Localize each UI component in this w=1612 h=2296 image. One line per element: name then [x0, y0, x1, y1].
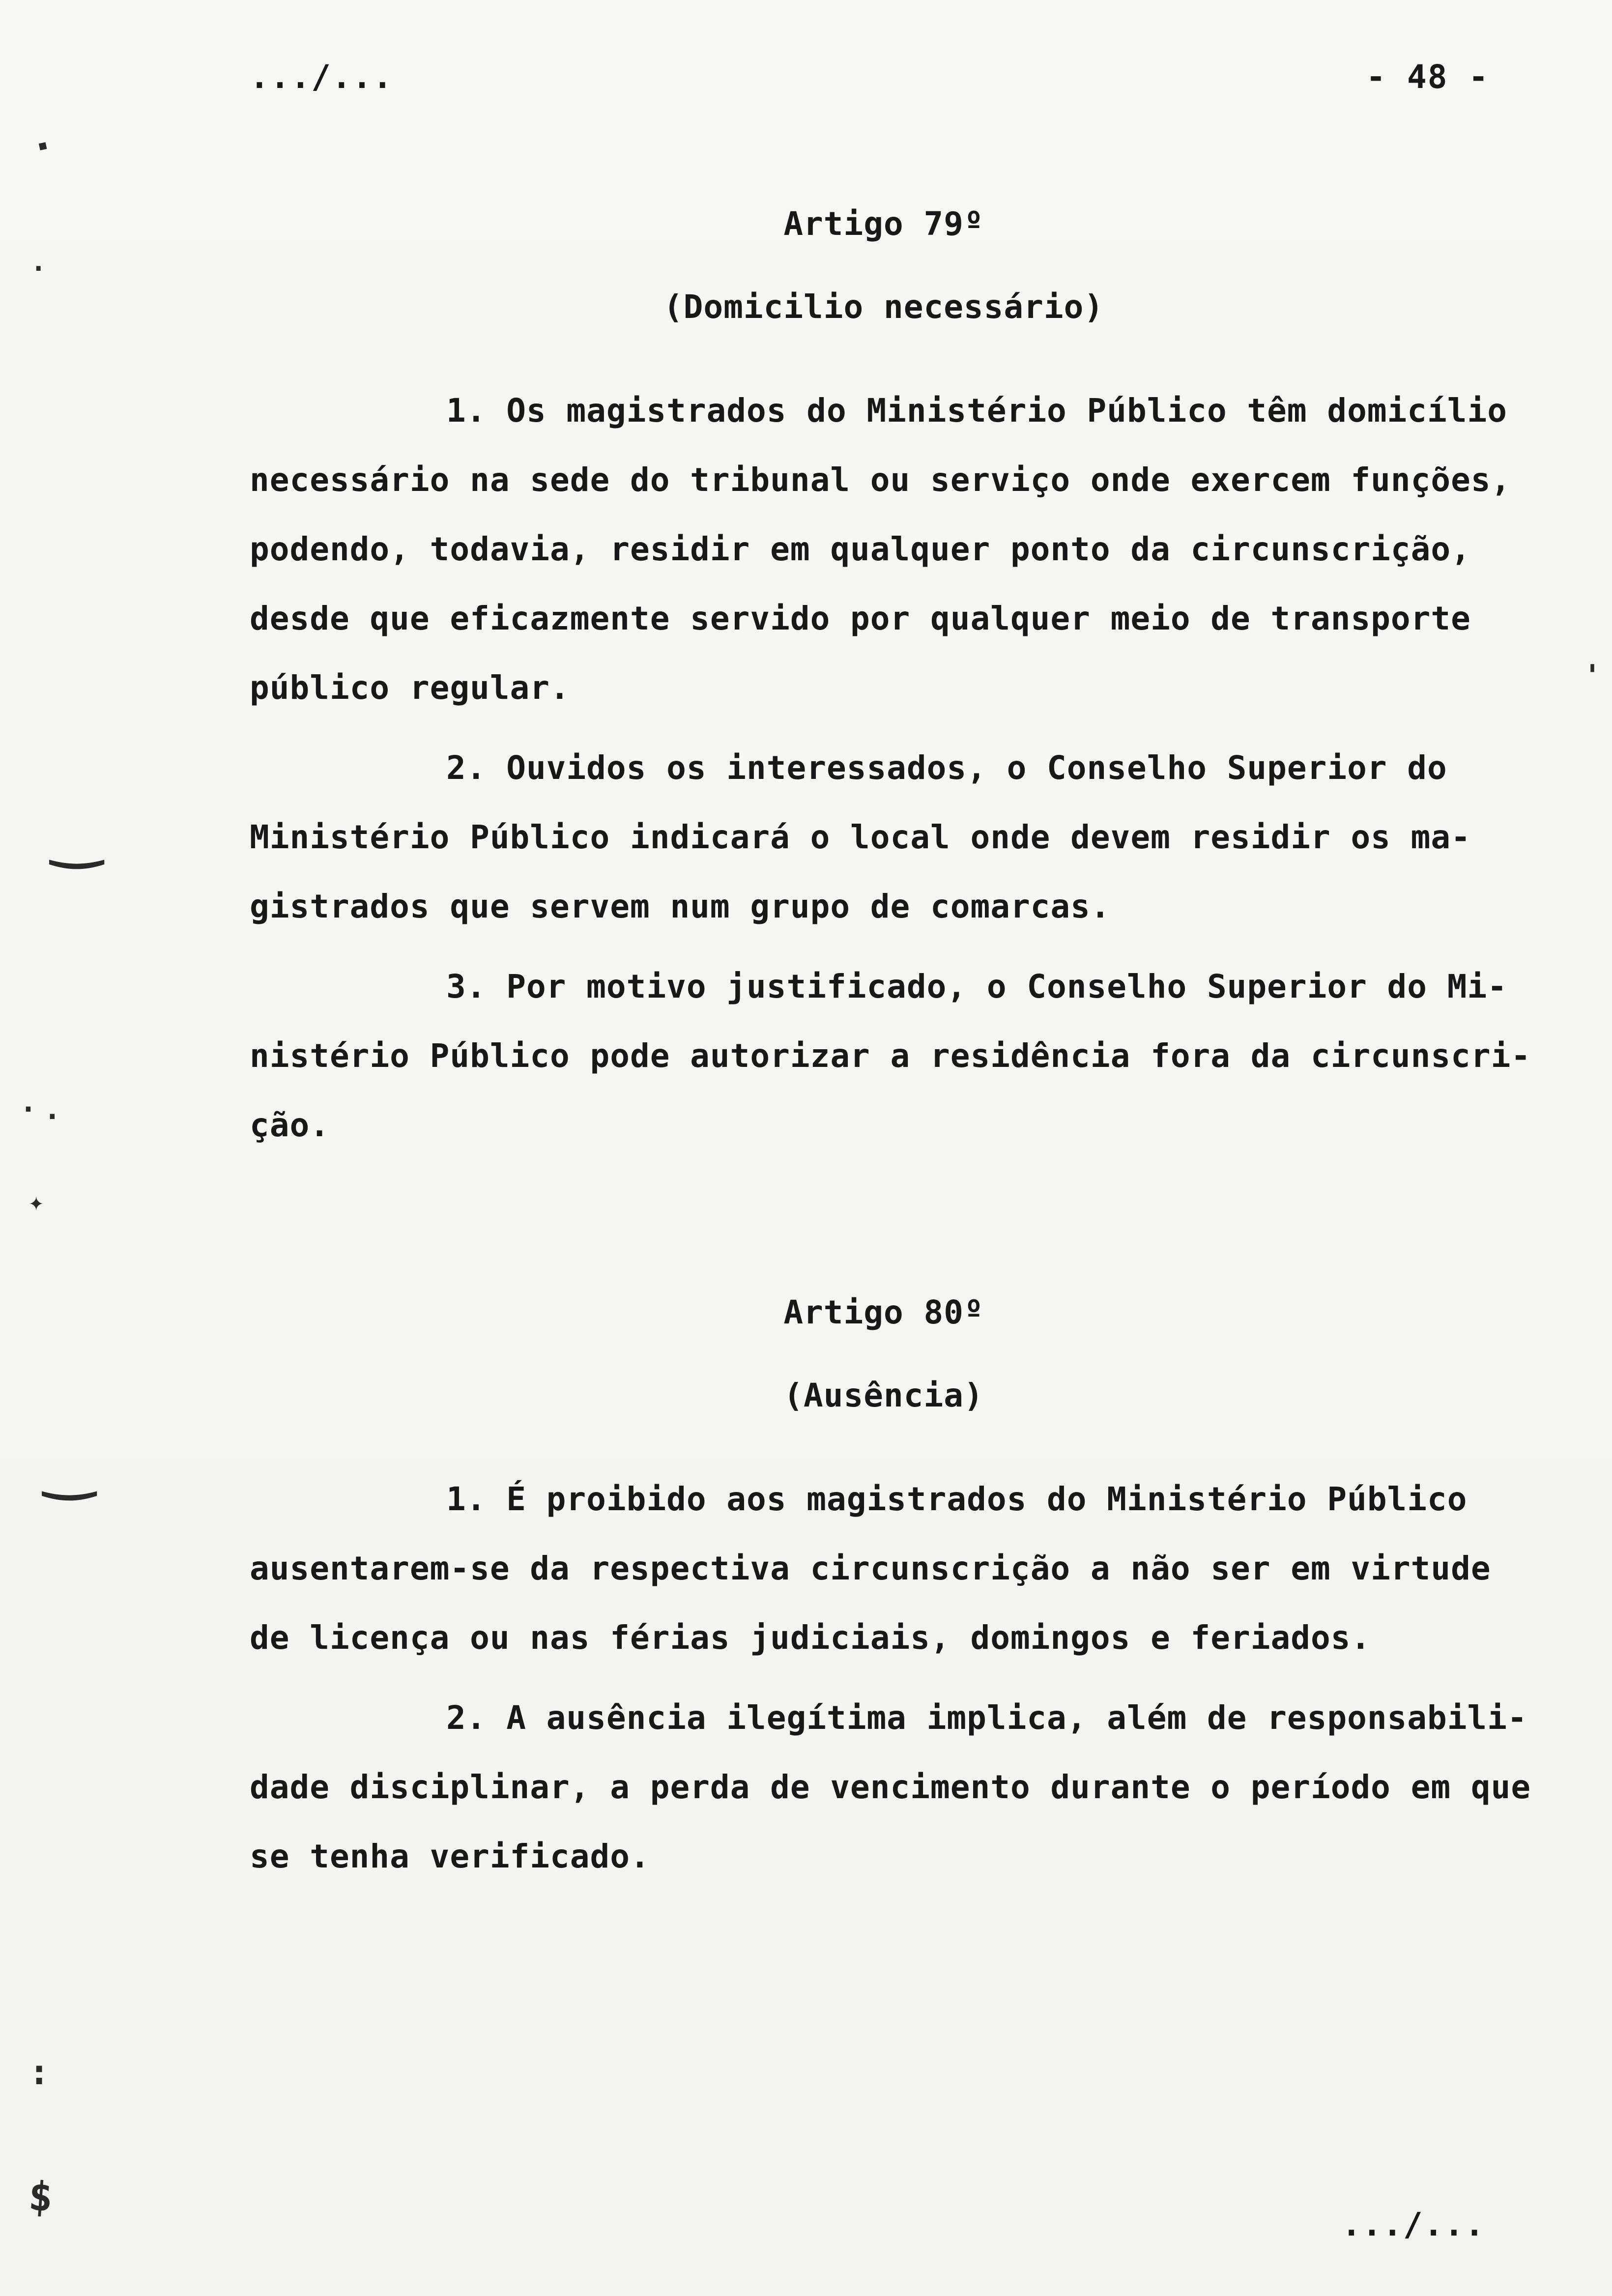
article-80-paragraph-2 [250, 1683, 1531, 1891]
scan-artifact: ✦ [29, 1187, 44, 1217]
scan-artifact: ·. [20, 1092, 68, 1126]
text-line: 3. Por motivo justificado, o Conselho Superior do Mi- [446, 968, 1507, 1005]
text-line: podendo, todavia, residir em qualquer ponto da circunscrição, [250, 530, 1471, 568]
article-79-paragraph-2 [250, 733, 1518, 941]
article-79-title: Artigo 79º [783, 205, 984, 243]
article-80-paragraph-1 [250, 1464, 1518, 1672]
scan-artifact: ' [1583, 659, 1602, 693]
continuation-mark-top: .../... [250, 58, 394, 96]
scan-artifact: · [30, 253, 47, 284]
page-footer [1342, 2206, 1485, 2243]
scan-artifact: ‿ [44, 1433, 94, 1501]
scan-artifact: ‿ [52, 801, 102, 869]
text-line: público regular. [250, 669, 570, 707]
text-line: de licença ou nas férias judiciais, domingos e feriados. [250, 1619, 1371, 1657]
text-line: dade disciplinar, a perda de vencimento durante o período em que [250, 1768, 1531, 1806]
text-line: 1. Os magistrados do Ministério Público têm domicílio [446, 392, 1507, 430]
scan-artifact: ▪ [35, 134, 50, 156]
text-line: Ministério Público indicará o local onde devem residir os ma- [250, 818, 1471, 856]
article-79-paragraph-3 [250, 952, 1531, 1160]
article-79-subtitle: (Domicilio necessário) [663, 288, 1104, 326]
article-79-paragraph-1 [250, 376, 1518, 722]
text-line: desde que eficazmente servido por qualquer meio de transporte [250, 600, 1471, 637]
scan-artifact: $ [27, 2173, 55, 2221]
text-line: 1. É proibido aos magistrados do Ministério Público [446, 1480, 1468, 1518]
text-line: ausentarem-se da respectiva circunscrição a não ser em virtude [250, 1550, 1491, 1587]
text-line: gistrados que servem num grupo de comarcas. [250, 888, 1111, 925]
article-80-title: Artigo 80º [783, 1293, 984, 1331]
continuation-mark-bottom: .../... [1341, 2206, 1485, 2243]
text-line: necessário na sede do tribunal ou serviço onde exercem funções, [250, 461, 1511, 499]
document-body [250, 0, 1531, 1891]
text-line: ção. [250, 1106, 330, 1144]
text-line: nistério Público pode autorizar a residência fora da circunscri- [250, 1037, 1531, 1075]
scan-artifact: : [29, 2051, 50, 2093]
article-80-subtitle: (Ausência) [783, 1377, 984, 1414]
text-line: 2. A ausência ilegítima implica, além de responsabili- [446, 1699, 1527, 1737]
page-number: - 48 - [1366, 58, 1489, 96]
text-line: 2. Ouvidos os interessados, o Conselho Superior do [446, 749, 1447, 787]
text-line: se tenha verificado. [250, 1837, 650, 1875]
